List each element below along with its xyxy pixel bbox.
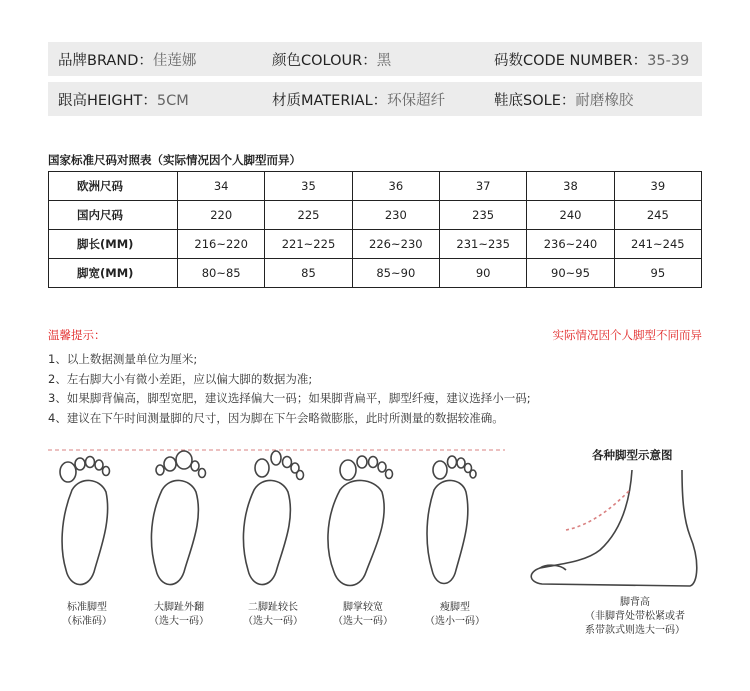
foot-type-wide-label: 脚掌较宽 （选大一码） [333,602,393,627]
row-header: 脚宽(MM) [49,259,178,288]
table-cell: 236~240 [527,230,614,259]
table-cell: 225 [265,201,352,230]
spec-colour: 颜色COLOUR：黑 [272,52,392,69]
high-instep-label: 脚背高 （非脚背处带松紧或者 系带款式则选大一码） [585,597,685,636]
foot-types-diagram-title: 各种脚型示意图 [592,448,673,462]
list-item: 3、如果脚背偏高，脚型宽肥，建议选择偏大一码；如果脚背扁平，脚型纤瘦，建议选择小一码; [48,391,531,405]
table-cell: 245 [614,201,701,230]
table-cell: 216~220 [178,230,265,259]
spec-brand: 品牌BRAND：佳莲娜 [58,52,197,69]
table-cell: 35 [265,172,352,201]
spec-row-2 [48,82,702,116]
list-item: 1、以上数据测量单位为厘米; [48,352,198,366]
table-cell: 85 [265,259,352,288]
table-cell: 39 [614,172,701,201]
table-cell: 235 [439,201,526,230]
foot-long-second-toe-icon [243,451,303,585]
table-cell: 80~85 [178,259,265,288]
foot-wide-icon [328,456,393,586]
table-cell: 231~235 [439,230,526,259]
table-cell: 38 [527,172,614,201]
table-cell: 240 [527,201,614,230]
table-cell: 37 [439,172,526,201]
size-table [48,171,702,288]
table-cell: 221~225 [265,230,352,259]
foot-type-slim-label: 瘦脚型 （选小一码） [425,602,485,627]
notice-title: 温馨提示： [48,328,106,342]
foot-standard-icon [60,457,110,585]
table-cell: 95 [614,259,701,288]
table-cell: 34 [178,172,265,201]
table-row [49,259,702,288]
table-row [49,201,702,230]
notice-right-note: 实际情况因个人脚型不同而异 [552,328,702,342]
foot-type-long-second-toe-label: 二脚趾较长 （选大一码） [243,602,303,627]
table-cell: 90~95 [527,259,614,288]
table-row [49,230,702,259]
spec-height: 跟高HEIGHT：5CM [58,92,189,109]
foot-bunion-icon [151,451,205,585]
table-cell: 90 [439,259,526,288]
table-cell: 85~90 [352,259,439,288]
foot-type-bunion-label: 大脚趾外翻 （选大一码） [149,602,209,627]
row-header: 脚长(MM) [49,230,178,259]
spec-code-number: 码数CODE NUMBER：35-39 [494,52,690,69]
list-item: 4、建议在下午时间测量脚的尺寸，因为脚在下午会略微膨胀，此时所测量的数据较准确。 [48,410,504,425]
size-table-title: 国家标准尺码对照表（实际情况因个人脚型而异） [48,153,301,167]
list-item: 2、左右脚大小有微小差距，应以偏大脚的数据为准; [48,371,313,386]
foot-slim-icon [427,456,476,584]
spec-material: 材质MATERIAL：环保超纤 [272,92,446,109]
table-cell: 226~230 [352,230,439,259]
tips-list [48,350,531,428]
foot-type-standard-label: 标准脚型 （标准码） [62,602,112,627]
row-header: 国内尺码 [49,201,178,230]
table-row [49,172,702,201]
foot-side-view-icon [531,470,697,586]
table-cell: 220 [178,201,265,230]
table-cell: 230 [352,201,439,230]
row-header: 欧洲尺码 [49,172,178,201]
table-cell: 36 [352,172,439,201]
table-cell: 241~245 [614,230,701,259]
spec-row-1 [48,42,702,76]
spec-sole: 鞋底SOLE：耐磨橡胶 [494,92,634,109]
